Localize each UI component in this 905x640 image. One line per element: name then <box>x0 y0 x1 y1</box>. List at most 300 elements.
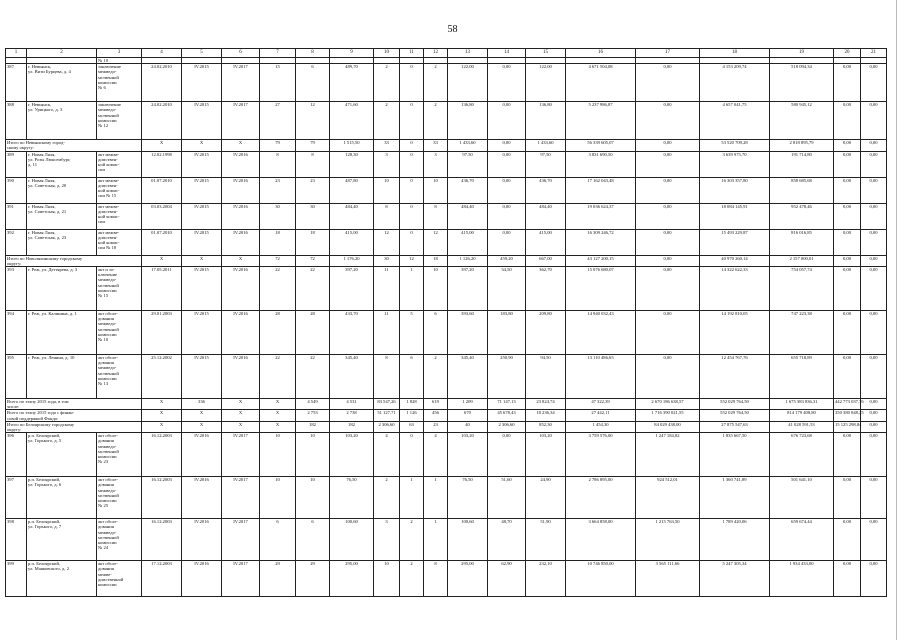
column-number-cell: 2 <box>27 49 97 58</box>
table-cell: 0,00 <box>834 255 861 266</box>
table-cell: 362,70 <box>526 267 566 311</box>
table-cell: 518 094,34 <box>770 64 834 102</box>
table-cell: 442 773 037,76 <box>834 399 861 410</box>
table-cell: 0,00 <box>834 519 861 561</box>
table-cell: р.п. Белоярский, ул. Горького, д. 7 <box>27 519 97 561</box>
table-cell: 45 678,43 <box>488 410 526 421</box>
table-cell: 4 657 041,75 <box>700 102 770 140</box>
table-row <box>6 267 887 311</box>
table-row <box>6 177 887 203</box>
table-cell: 433,70 <box>330 311 374 355</box>
table-cell: 01.07.2010 <box>142 177 182 203</box>
subtotal-label: Итого по Белоярскому городскому округу: <box>6 421 142 432</box>
table-cell: 0 <box>400 102 424 140</box>
table-cell: 0,00 <box>861 355 887 399</box>
table-cell: 0,00 <box>636 255 700 266</box>
table-cell: 84 029 438,00 <box>636 421 700 432</box>
column-number-cell: 5 <box>182 49 222 58</box>
table-cell: г. Новая Ляля, ул. Советская, д. 20 <box>27 177 97 203</box>
table-cell: 580 945,12 <box>770 102 834 140</box>
table-cell: X <box>222 140 260 151</box>
table-cell: 0,00 <box>488 64 526 102</box>
table-cell: 0,00 <box>861 151 887 177</box>
table-cell: 393 <box>6 267 27 311</box>
table-cell: 103,20 <box>330 433 374 477</box>
table-cell: 396 <box>6 433 27 477</box>
subtotal-label: Итого по Новолялинскому городскому округу: <box>6 255 142 266</box>
table-cell: 6 <box>296 64 330 102</box>
table-cell: 47 322,39 <box>566 399 636 410</box>
table-cell: г. Невьянск, ул. Урицкого, д. 3 <box>27 102 97 140</box>
table-cell: 6 <box>400 355 424 399</box>
subtotal-label: Всего по этапу 2015 года с финан- совой поддержкой Фонда: <box>6 410 142 421</box>
table-cell: 8 <box>260 151 296 177</box>
table-row <box>6 477 887 519</box>
table-cell: 10 <box>260 433 296 477</box>
table-cell: 10 <box>424 177 448 203</box>
table-cell: 0,00 <box>861 229 887 255</box>
table-cell: 1 716 390 021,55 <box>636 410 700 421</box>
table-cell: 0 <box>400 203 424 229</box>
table-cell: 2 <box>424 64 448 102</box>
table-cell: 8 <box>374 203 400 229</box>
table-cell: 72 <box>296 255 330 266</box>
table-cell: 0,00 <box>861 177 887 203</box>
column-number-cell: 17 <box>636 49 700 58</box>
subtotal-label: Итого по Невьянскому город- скому округу: <box>6 140 142 151</box>
table-cell: 182 <box>296 421 330 432</box>
table-cell: 1 <box>400 477 424 519</box>
table-cell: 397 <box>6 477 27 519</box>
table-cell: 16.12.2003 <box>142 477 182 519</box>
table-cell: 6 <box>260 519 296 561</box>
table-cell: заключение межведо- мственной комиссии № 12 <box>97 102 142 140</box>
table-cell: 0,00 <box>636 177 700 203</box>
table-cell: 2 <box>424 355 448 399</box>
table-cell: 552 029 764,50 <box>700 410 770 421</box>
table-cell: 0,00 <box>636 102 700 140</box>
table-cell: 22 <box>260 267 296 311</box>
table-cell: 71 147,13 <box>488 399 526 410</box>
table-cell: 3 <box>374 519 400 561</box>
table-cell: 552 029 764,50 <box>700 399 770 410</box>
table-cell: 40 970 260,14 <box>700 255 770 266</box>
table-cell: 41 028 591,53 <box>770 421 834 432</box>
table-cell: 16 303 357,80 <box>700 177 770 203</box>
table-cell: 209,80 <box>526 311 566 355</box>
table-cell: 51,90 <box>526 519 566 561</box>
table-cell: 56 339 605,07 <box>566 140 636 151</box>
table-cell: 0,00 <box>861 203 887 229</box>
table-cell: 17 162 043,48 <box>566 177 636 203</box>
table-cell: 1 454,30 <box>566 421 636 432</box>
table-cell: 3 664 858,00 <box>566 519 636 561</box>
column-number-header <box>6 49 887 58</box>
table-cell: 4 549 <box>296 399 330 410</box>
table-row <box>6 102 887 140</box>
column-number-cell: 13 <box>448 49 488 58</box>
table-cell: 2 786 895,00 <box>566 477 636 519</box>
table-cell: 136,80 <box>448 102 488 140</box>
table-cell: 0 <box>400 433 424 477</box>
table-cell: X <box>222 255 260 266</box>
table-cell: 28 <box>260 311 296 355</box>
table-cell: 436,70 <box>448 177 488 203</box>
table-cell: г. Новая Ляля, ул. Советская, д. 21 <box>27 203 97 229</box>
table-cell: 14 940 032,43 <box>566 311 636 355</box>
table-cell: 10 <box>424 267 448 311</box>
table-cell: 19 036 624,37 <box>566 203 636 229</box>
table-cell: IV.2016 <box>222 311 260 355</box>
table-cell: 388 <box>6 102 27 140</box>
table-cell: X <box>222 399 260 410</box>
page-number: 58 <box>447 24 458 35</box>
table-cell: 0,00 <box>834 477 861 519</box>
table-cell: 3 639 975,70 <box>700 151 770 177</box>
table-cell: 398 <box>6 519 27 561</box>
table-cell: 63 <box>400 421 424 432</box>
column-number-cell: 21 <box>861 49 887 58</box>
table-cell: 345,40 <box>330 355 374 399</box>
table-cell: X <box>182 140 222 151</box>
table-cell: 747 223,38 <box>770 311 834 355</box>
column-number-cell: 11 <box>400 49 424 58</box>
table-row <box>6 203 887 229</box>
table-cell: 2 <box>374 477 400 519</box>
table-cell: 12.02.1998 <box>142 151 182 177</box>
table-cell: 1 176,20 <box>330 255 374 266</box>
table-cell: г. Реж, ул. Ленина, д. 10 <box>27 355 97 399</box>
subtotal-row <box>6 255 887 266</box>
table-cell: X <box>260 421 296 432</box>
table-cell: 0,00 <box>488 203 526 229</box>
table-cell: 0,00 <box>861 140 887 151</box>
table-cell: 1 433,60 <box>526 140 566 151</box>
table-cell: 0,00 <box>834 355 861 399</box>
table-cell: № 10 <box>97 58 142 64</box>
table-cell: 33 <box>424 140 448 151</box>
table-cell: заключение межведо- мственной комиссии № 6 <box>97 64 142 102</box>
table-cell: 28 <box>296 311 330 355</box>
table-cell: 12 <box>374 229 400 255</box>
column-number-cell: 1 <box>6 49 27 58</box>
table-cell: 2 753 <box>296 410 330 421</box>
table-cell: 1 515,50 <box>330 140 374 151</box>
table-cell: 33 <box>374 140 400 151</box>
table-cell: 0,00 <box>861 477 887 519</box>
table-cell: 12 <box>296 102 330 140</box>
column-number-cell: 8 <box>296 49 330 58</box>
table-cell: 182 <box>330 421 374 432</box>
table-cell: 0 <box>400 64 424 102</box>
table-cell: 30 <box>296 203 330 229</box>
table-cell: 659 674,44 <box>770 519 834 561</box>
table-cell: 29 <box>260 561 296 597</box>
table-cell: 0,00 <box>488 140 526 151</box>
table-cell: 14 192 810,05 <box>700 311 770 355</box>
column-number-cell: 4 <box>142 49 182 58</box>
table-cell: 395 <box>6 355 27 399</box>
table-cell: 399 <box>6 561 27 597</box>
table-cell: 1 209 <box>448 399 488 410</box>
table-cell: 25.12.2002 <box>142 355 182 399</box>
subtotal-row <box>6 140 887 151</box>
table-cell: 23 <box>296 177 330 203</box>
table-cell: IV.2017 <box>222 102 260 140</box>
table-cell: 8 <box>424 203 448 229</box>
table-cell: 952 478,46 <box>770 203 834 229</box>
table-cell: 0,00 <box>861 255 887 266</box>
table-cell: 501 641,10 <box>770 477 834 519</box>
table-cell: акт межве- домствен- ной комис- сии № 15 <box>97 177 142 203</box>
table-cell: 1 <box>400 267 424 311</box>
table-cell: 489,70 <box>330 64 374 102</box>
table-cell: X <box>260 399 296 410</box>
table-cell: р.п. Белоярский, ул. Маяковского, д. 2 <box>27 561 97 597</box>
table-cell: акт обсле- дования межведо- мственной комиссии № 10 <box>97 311 142 355</box>
table-cell: 852,30 <box>526 421 566 432</box>
table-cell: 415,00 <box>330 229 374 255</box>
table-cell: 3 <box>374 151 400 177</box>
column-number-cell: 20 <box>834 49 861 58</box>
table-cell: 0,00 <box>834 102 861 140</box>
table-cell: 15 076 680,07 <box>566 267 636 311</box>
table-cell: акт обсле- дования межве- домственной комиссии <box>97 561 142 597</box>
table-cell: 15 125 298,84 <box>834 421 861 432</box>
table-cell: IV.2016 <box>222 267 260 311</box>
table-cell: р.п. Белоярский, ул. Горького, д. 6 <box>27 477 97 519</box>
table-cell: 0,00 <box>861 102 887 140</box>
table-cell: IV.2016 <box>182 433 222 477</box>
table-cell: 0,00 <box>488 177 526 203</box>
table-cell: 2 <box>374 102 400 140</box>
table-cell: г. Невьянск, ул. Вити Бурцева, д. 4 <box>27 64 97 102</box>
table-cell: г. Реж, ул. Калинина, д. 1 <box>27 311 97 355</box>
table-cell: р.п. Белоярский, ул. Горького, д. 5 <box>27 433 97 477</box>
table-cell: 136,80 <box>526 102 566 140</box>
table-cell: 2 306,60 <box>374 421 400 432</box>
table-cell: 0,00 <box>636 355 700 399</box>
table-cell: 0,00 <box>636 267 700 311</box>
table-cell: IV.2017 <box>222 64 260 102</box>
table-cell: 858 685,68 <box>770 177 834 203</box>
table-cell: акт обсле- дования межведо- мственной комиссии № 13 <box>97 355 142 399</box>
column-number-cell: 10 <box>374 49 400 58</box>
table-cell: 676 723,68 <box>770 433 834 477</box>
table-cell: 183,80 <box>488 311 526 355</box>
table-cell: 30 <box>260 203 296 229</box>
table-cell: X <box>182 255 222 266</box>
table-cell: 1 360 741,89 <box>700 477 770 519</box>
table-cell: IV.2015 <box>182 177 222 203</box>
table-cell: 2 738 <box>330 410 374 421</box>
subtotal-label: Всего по этапу 2015 года, в том числе: <box>6 399 142 410</box>
table-cell: 22 <box>296 267 330 311</box>
table-cell: IV.2017 <box>222 433 260 477</box>
table-cell: 103,20 <box>526 433 566 477</box>
column-number-cell: 9 <box>330 49 374 58</box>
table-cell: 16 309 246,72 <box>566 229 636 255</box>
table-cell: 2 670 186 638,57 <box>636 399 700 410</box>
table-cell: 51,60 <box>488 477 526 519</box>
table-cell: 436,70 <box>526 177 566 203</box>
table-cell: 655 718,89 <box>770 355 834 399</box>
table-cell: 13 110 486,65 <box>566 355 636 399</box>
table-cell: X <box>222 410 260 421</box>
table-cell: 01.07.2010 <box>142 229 182 255</box>
table-cell: 48,70 <box>488 519 526 561</box>
table-cell: IV.2015 <box>182 355 222 399</box>
column-number-cell: 14 <box>488 49 526 58</box>
table-cell: 18 084 145,91 <box>700 203 770 229</box>
table-cell: 415,00 <box>448 229 488 255</box>
table-cell: 0,00 <box>834 151 861 177</box>
table-cell: 10 <box>374 561 400 597</box>
table-cell: 484,40 <box>330 203 374 229</box>
table-cell: 0,00 <box>861 421 887 432</box>
table-cell: 0,00 <box>636 151 700 177</box>
table-cell: 15 <box>260 64 296 102</box>
table-cell: IV.2015 <box>182 102 222 140</box>
table-cell: 4 531 <box>330 399 374 410</box>
table-cell: 122,00 <box>526 64 566 102</box>
table-cell: 76,50 <box>448 477 488 519</box>
table-cell: г. Новая Ляля, ул. Советская, д. 23 <box>27 229 97 255</box>
table-cell: IV.2015 <box>182 64 222 102</box>
table-cell: 11 <box>374 311 400 355</box>
table-cell: 29.01.2003 <box>142 311 182 355</box>
table-cell: 754 057,74 <box>770 267 834 311</box>
table-cell: 1 433,60 <box>448 140 488 151</box>
table-cell: 390 <box>6 177 27 203</box>
table-cell: 10 <box>296 477 330 519</box>
table-cell: 8 <box>374 355 400 399</box>
table-cell: 0,00 <box>834 140 861 151</box>
table-cell: 2 <box>424 102 448 140</box>
table-row <box>6 311 887 355</box>
table-cell: 670 <box>448 410 488 421</box>
column-number-cell: 16 <box>566 49 636 58</box>
table-cell: X <box>222 421 260 432</box>
table-cell: 345,40 <box>448 355 488 399</box>
table-cell: 72 <box>260 255 296 266</box>
table-cell: IV.2016 <box>222 151 260 177</box>
table-cell: 0,00 <box>834 177 861 203</box>
table-cell: 0,00 <box>861 519 887 561</box>
column-number-cell: 12 <box>424 49 448 58</box>
table-cell: 5 237 986,87 <box>566 102 636 140</box>
table-cell: 391 <box>6 203 27 229</box>
data-table-wrapper <box>5 48 886 638</box>
table-cell: 0,00 <box>488 433 526 477</box>
table-cell: акт межве- домствен- ной комис- сии <box>97 151 142 177</box>
column-number-cell: 7 <box>260 49 296 58</box>
table-cell: акт обсле- дования межведо- мственной комиссии № 25 <box>97 477 142 519</box>
table-cell: 484,40 <box>448 203 488 229</box>
table-cell: г. Реж, ул. Дегтярева, д. 3 <box>27 267 97 311</box>
table-cell: X <box>142 399 182 410</box>
table-cell: 0,00 <box>861 311 887 355</box>
table-cell: IV.2016 <box>222 177 260 203</box>
table-cell: 51 127,71 <box>374 410 400 421</box>
table-cell: 667,00 <box>526 255 566 266</box>
table-cell: 0,00 <box>488 102 526 140</box>
table-cell: 0,00 <box>861 410 887 421</box>
table-cell: 1 835 667,50 <box>700 433 770 477</box>
table-cell: 0,00 <box>834 203 861 229</box>
table-cell: 487,80 <box>330 177 374 203</box>
table-cell: 2 <box>400 561 424 597</box>
table-cell: 17.12.2003 <box>142 561 182 597</box>
table-cell: 3 759 576,00 <box>566 433 636 477</box>
table-cell: 22 <box>296 355 330 399</box>
table-cell: 0 <box>400 140 424 151</box>
table-cell: 17.05.2011 <box>142 267 182 311</box>
table-cell: 24,90 <box>526 477 566 519</box>
table-cell: 10 <box>260 477 296 519</box>
table-cell: X <box>142 140 182 151</box>
table-cell: 15 493 229,87 <box>700 229 770 255</box>
table-cell: 34,50 <box>488 267 526 311</box>
table-cell: 250,90 <box>488 355 526 399</box>
subtotal-row <box>6 421 887 432</box>
table-cell: 814 179 408,80 <box>770 410 834 421</box>
table-cell: 2 157 000,01 <box>770 255 834 266</box>
table-cell: 295,00 <box>448 561 488 597</box>
table-cell: 0,00 <box>636 140 700 151</box>
table-cell: 79 <box>260 140 296 151</box>
table-row <box>6 561 887 597</box>
table-cell: 10 <box>374 177 400 203</box>
table-cell: 0,00 <box>834 561 861 597</box>
table-cell: 4 671 504,08 <box>566 64 636 102</box>
table-cell: 191 714,80 <box>770 151 834 177</box>
table-cell: 8 <box>424 561 448 597</box>
table-cell: 816 016,85 <box>770 229 834 255</box>
table-cell: 62,90 <box>488 561 526 597</box>
table-cell: 10 746 850,00 <box>566 561 636 597</box>
table-cell: 40 <box>448 421 488 432</box>
table-row <box>6 229 887 255</box>
table-cell: 4 <box>424 433 448 477</box>
table-cell: 27 875 547,63 <box>700 421 770 432</box>
table-cell: 1 789 420,06 <box>700 519 770 561</box>
table-cell: 392 <box>6 229 27 255</box>
table-cell: 0,00 <box>861 561 887 597</box>
table-cell: IV.2016 <box>182 477 222 519</box>
table-cell: 03.03.2004 <box>142 203 182 229</box>
table-cell: 22 <box>260 355 296 399</box>
table-cell: 619 <box>424 399 448 410</box>
table-cell: 18 <box>424 255 448 266</box>
table-cell: 4 153 209,74 <box>700 64 770 102</box>
table-cell: IV.2015 <box>182 311 222 355</box>
table-row <box>6 433 887 477</box>
table-cell: 0,00 <box>636 203 700 229</box>
table-cell: 94,50 <box>526 355 566 399</box>
table-cell: 389 <box>6 151 27 177</box>
table-cell: 3 <box>424 151 448 177</box>
table-row <box>6 519 887 561</box>
table-cell: 0,00 <box>861 433 887 477</box>
table-cell: 0 <box>400 177 424 203</box>
column-number-cell: 19 <box>770 49 834 58</box>
column-number-cell: 6 <box>222 49 260 58</box>
table-row <box>6 355 887 399</box>
table-cell: 23 <box>260 177 296 203</box>
subtotal-row <box>6 399 887 410</box>
table-cell: 12 454 767,76 <box>700 355 770 399</box>
